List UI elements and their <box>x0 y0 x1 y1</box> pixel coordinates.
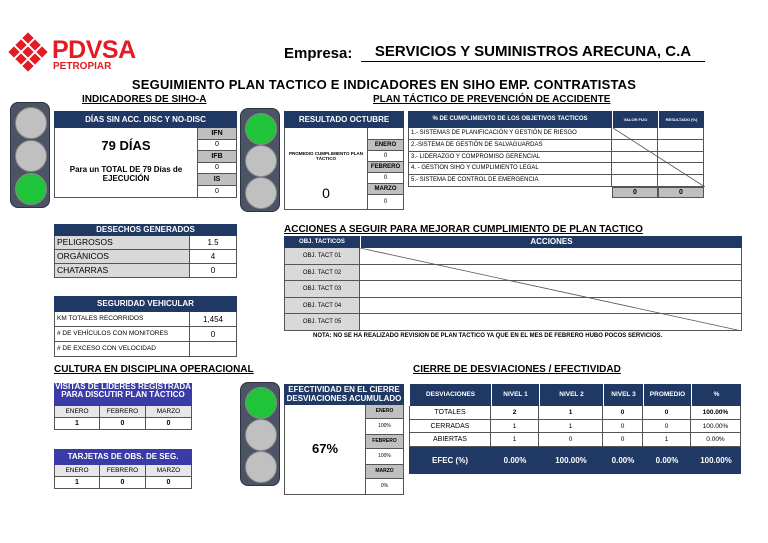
resultado-box <box>284 111 404 210</box>
traffic-light-efectividad <box>240 382 280 486</box>
cierre-table <box>409 384 741 474</box>
promedio-cell <box>284 128 368 210</box>
visitas-month-value: 1 <box>54 418 100 430</box>
tarjetas-month-label: MARZO <box>146 465 192 477</box>
light-middle <box>245 419 277 451</box>
month-value-enero: 0 <box>368 151 404 162</box>
desechos-value: 0 <box>190 264 237 278</box>
tarjetas-month-label: ENERO <box>54 465 100 477</box>
cierre-cell: 0 <box>603 433 643 447</box>
acciones-obj-label: OBJ. TACT 02 <box>284 265 360 282</box>
page-title: SEGUIMIENTO PLAN TACTICO E INDICADORES EN SIHO EMP. CONTRATISTAS <box>131 77 637 92</box>
acciones-nota: NOTA: NO SE HA REALIZADO REVISION DE PLAN TACTICO YA QUE EN EL MES DE FEBRERO HUBO POCOS SERVICIOS. <box>313 333 663 339</box>
tarjetas-month-value: 0 <box>146 477 192 489</box>
logo-subname: PETROPIAR <box>53 61 112 72</box>
desechos-label: PELIGROSOS <box>54 236 190 250</box>
logo-name: PDVSA <box>52 36 136 64</box>
desechos-title: DESECHOS GENERADOS <box>54 224 237 236</box>
visitas-month-label: MARZO <box>146 406 192 418</box>
acciones-obj-label: OBJ. TACT 01 <box>284 248 360 265</box>
cierre-cell: 1 <box>643 433 691 447</box>
tarjetas-month-label: FEBRERO <box>100 465 146 477</box>
seguridad-label: # DE EXCESO CON VELOCIDAD <box>54 342 190 357</box>
dias-total-text: Para un TOTAL DE 79 Días de EJECUCIÓN <box>69 165 183 183</box>
metric-value-ifn: 0 <box>198 140 237 151</box>
efectividad-value: 67% <box>311 441 339 456</box>
cierre-row-label: CERRADAS <box>409 420 491 434</box>
empresa-value: SERVICIOS Y SUMINISTROS ARECUNA, C.A <box>361 43 705 62</box>
efec-month-label: FEBRERO <box>366 435 404 449</box>
metric-label-ifn: IFN <box>198 128 237 140</box>
tarjetas-title: TARJETAS DE OBS. DE SEG. <box>54 449 192 465</box>
tarjetas-month-value: 1 <box>54 477 100 489</box>
seguridad-value: 1,454 <box>190 312 237 327</box>
dias-value: 79 DÍAS <box>101 138 151 153</box>
efec-month-value: 100% <box>366 449 404 465</box>
seguridad-label: # DE VEHÍCULOS CON MONITORES <box>54 327 190 342</box>
efec-value: 0.00% <box>643 447 691 474</box>
visitas-month-label: FEBRERO <box>100 406 146 418</box>
pdvsa-sun-icon <box>8 32 48 72</box>
cierre-row-label: TOTALES <box>409 406 491 420</box>
seguridad-value: 0 <box>190 327 237 342</box>
month-label-enero: ENERO <box>368 140 404 151</box>
tarjetas-month-value: 0 <box>100 477 146 489</box>
efec-value: 0.00% <box>603 447 643 474</box>
light-top-green <box>245 113 277 145</box>
cierre-row-label: ABIERTAS <box>409 433 491 447</box>
light-bottom-green <box>15 173 47 205</box>
objetivo-label: 4. - GESTION SIHO Y CUMPLIMIENTO LEGAL <box>409 163 612 175</box>
efec-label: EFEC (%) <box>409 447 491 474</box>
metrics-column <box>198 128 237 198</box>
efec-value: 100.00% <box>539 447 603 474</box>
objetivo-label: 5.- SISTEMA DE CONTROL DE EMERGENCIA <box>409 175 612 187</box>
light-bottom <box>245 177 277 209</box>
cierre-cell: 1 <box>491 433 539 447</box>
desechos-row <box>54 264 237 278</box>
efec-month-label: ENERO <box>366 405 404 419</box>
efec-month-value: 0% <box>366 479 404 495</box>
indicadores-section-title: INDICADORES DE SIHO-A <box>82 94 207 105</box>
desechos-label: ORGÁNICOS <box>54 250 190 264</box>
efec-month-value: 100% <box>366 419 404 435</box>
metric-value-ifb: 0 <box>198 163 237 174</box>
visitas-month-value: 0 <box>146 418 192 430</box>
acciones-col-obj: OBJ. TACTICOS <box>284 236 360 248</box>
acciones-obj-label: OBJ. TACT 04 <box>284 298 360 315</box>
seguridad-table <box>54 296 237 357</box>
cierre-cell: 1 <box>539 406 603 420</box>
cierre-header: PROMEDIO <box>643 384 691 406</box>
visitas-title: VISITAS DE LIDERES REGISTRADA PARA DISCUTIR PLAN TÁCTICO <box>54 383 192 406</box>
acciones-col-acciones: ACCIONES <box>360 236 742 248</box>
objetivo-label: 1.- SISTEMAS DE PLANIFICACIÓN Y GESTIÓN DE RIESGO <box>409 128 612 140</box>
cierre-cell: 0 <box>643 420 691 434</box>
month-label-febrero: FEBRERO <box>368 162 404 173</box>
efec-value: 0.00% <box>491 447 539 474</box>
acciones-obj-label: OBJ. TACT 05 <box>284 314 360 331</box>
metric-label-ifb: IFB <box>198 151 237 163</box>
cierre-header: % <box>691 384 741 406</box>
tarjetas-table <box>54 449 192 489</box>
valor-header: VALOR FIJO <box>612 111 658 128</box>
resultado-title: RESULTADO OCTUBRE <box>284 111 404 128</box>
cierre-cell: 100.00% <box>691 420 741 434</box>
promedio-value: 0 <box>322 185 330 201</box>
cierre-cell: 0 <box>643 406 691 420</box>
efectividad-value-cell <box>284 405 366 495</box>
total-valor: 0 <box>612 187 658 198</box>
seguridad-row <box>54 312 237 327</box>
desechos-row <box>54 236 237 250</box>
resultado-header: RESULTADO (%) <box>658 111 704 128</box>
cierre-cell: 2 <box>491 406 539 420</box>
light-top <box>15 107 47 139</box>
seguridad-label: KM TOTALES RECORRIDOS <box>54 312 190 327</box>
empresa-label: Empresa: <box>284 45 353 62</box>
cierre-cell: 0 <box>539 433 603 447</box>
promedio-label: PROMEDIO CUMPLIMIENTO PLAN TÁCTICO <box>289 151 363 161</box>
total-resultado: 0 <box>658 187 704 198</box>
light-bottom <box>245 451 277 483</box>
cierre-cell: 0.00% <box>691 433 741 447</box>
month-label-marzo: MARZO <box>368 184 404 195</box>
desechos-table <box>54 224 237 278</box>
cultura-section-title: CULTURA EN DISCIPLINA OPERACIONAL <box>54 364 254 375</box>
cierre-row <box>409 406 741 420</box>
cierre-section-title: CIERRE DE DESVIACIONES / EFECTIVIDAD <box>413 364 621 375</box>
seguridad-value <box>190 342 237 357</box>
acciones-section-title: ACCIONES A SEGUIR PARA MEJORAR CUMPLIMIENTO DE PLAN TACTICO <box>284 224 643 235</box>
pdvsa-logo <box>8 32 148 76</box>
efec-month-label: MARZO <box>366 465 404 479</box>
cierre-row <box>409 433 741 447</box>
desechos-value: 1.5 <box>190 236 237 250</box>
visitas-month-value: 0 <box>100 418 146 430</box>
resultado-months <box>368 128 404 210</box>
cierre-header: NIVEL 1 <box>491 384 539 406</box>
month-value-marzo: 0 <box>368 195 404 210</box>
desechos-value: 4 <box>190 250 237 264</box>
light-middle <box>245 145 277 177</box>
traffic-light-plan <box>240 108 280 212</box>
cierre-cell: 100.00% <box>691 406 741 420</box>
cierre-cell: 1 <box>539 420 603 434</box>
visitas-month-label: ENERO <box>54 406 100 418</box>
dias-table-title: DÍAS SIN ACC. DISC Y NO-DISC <box>54 111 237 128</box>
seguridad-row <box>54 327 237 342</box>
objetivo-label: 3.- LIDERAZGO Y COMPROMISO GERENCIAL <box>409 152 612 164</box>
acciones-table <box>284 236 742 331</box>
cierre-header: NIVEL 3 <box>603 384 643 406</box>
cumplimiento-table <box>408 111 704 198</box>
metric-label-is: IS <box>198 174 237 186</box>
dias-cell <box>54 128 198 198</box>
traffic-light-indicadores <box>10 102 50 208</box>
acciones-obj-label: OBJ. TACT 03 <box>284 281 360 298</box>
objetivo-label: 2.-SISTEMA DE GESTIÓN DE SALVAGUARDAS <box>409 140 612 152</box>
plan-section-title: PLAN TÁCTICO DE PREVENCIÓN DE ACCIDENTE <box>373 94 611 105</box>
empty-diagonal <box>613 128 705 187</box>
cierre-cell: 0 <box>603 406 643 420</box>
desechos-row <box>54 250 237 264</box>
acciones-diagonal <box>360 248 742 331</box>
efectividad-title: EFECTIVIDAD EN EL CIERRE DESVIACIONES ACUMULADO <box>284 384 404 405</box>
cumplimiento-header: % DE CUMPLIMIENTO DE LOS OBJETIVOS TACTICOS <box>408 111 612 128</box>
light-top-green <box>245 387 277 419</box>
cierre-cell: 0 <box>603 420 643 434</box>
month-value-febrero: 0 <box>368 173 404 184</box>
metric-value-is: 0 <box>198 186 237 198</box>
seguridad-title: SEGURIDAD VEHICULAR <box>54 296 237 312</box>
cierre-header: NIVEL 2 <box>539 384 603 406</box>
light-middle <box>15 140 47 172</box>
seguridad-row <box>54 342 237 357</box>
cierre-header: DESVIACIONES <box>409 384 491 406</box>
objetivos-body <box>408 128 704 187</box>
cierre-cell: 1 <box>491 420 539 434</box>
cierre-row <box>409 420 741 434</box>
desechos-label: CHATARRAS <box>54 264 190 278</box>
efec-value: 100.00% <box>691 447 741 474</box>
indicadores-table <box>54 111 237 198</box>
visitas-table <box>54 383 192 430</box>
efectividad-box <box>284 384 404 495</box>
